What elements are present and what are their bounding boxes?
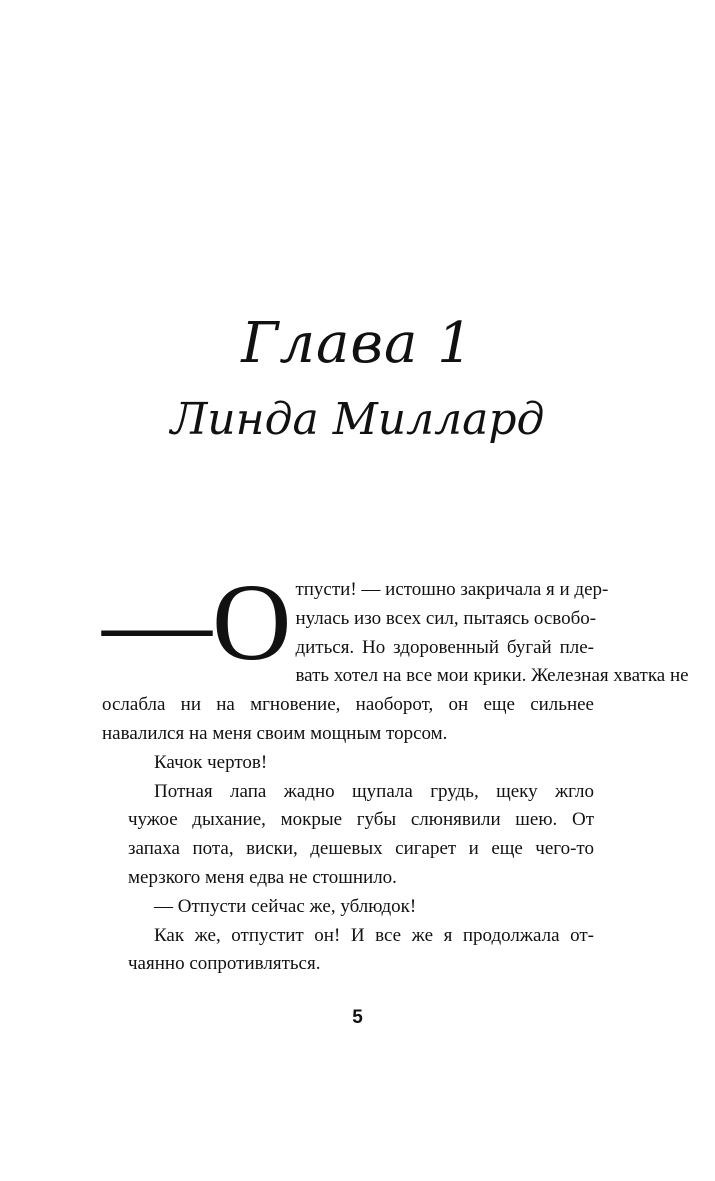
paragraph-2	[102, 749, 594, 778]
text-line: навалился на меня своим мощным торсом.	[102, 722, 448, 744]
paragraph-1	[102, 561, 689, 749]
text-line: запаха пота, виски, дешевых сигарет и еще чего-то	[128, 838, 594, 860]
text-line: Потная лапа жадно щупала грудь, щеку жгло	[154, 780, 594, 802]
paragraph-5	[102, 922, 594, 980]
text-line: вать хотел на все мои крики. Железная хватка не	[295, 665, 689, 687]
text-line: Качок чертов!	[154, 751, 268, 773]
paragraph-4	[102, 893, 594, 922]
text-line: Как же, отпустит он! И все же я продолжала от-	[154, 924, 594, 946]
drop-cap: —О	[102, 561, 292, 683]
chapter-title: Глава 1	[241, 311, 474, 376]
paragraph-3	[102, 778, 594, 893]
text-line: — Отпусти сейчас же, ублюдок!	[154, 895, 417, 917]
chapter-body	[102, 561, 689, 979]
page-number: 5	[352, 1007, 363, 1028]
chapter-subtitle: Линда Миллард	[170, 394, 545, 445]
text-line: чаянно сопротивляться.	[128, 953, 321, 975]
text-line: чужое дыхание, мокрые губы слюнявили шею. От	[128, 809, 594, 831]
text-line: ослабла ни на мгновение, наоборот, он еще сильнее	[102, 694, 594, 716]
text-line: нулась изо всех сил, пытаясь освобо-	[295, 607, 597, 629]
text-line: диться. Но здоровенный бугай пле-	[295, 636, 594, 658]
text-line: мерзкого меня едва не стошнило.	[128, 866, 397, 888]
text-line: тпусти! — истошно закричала я и дер-	[295, 579, 609, 600]
